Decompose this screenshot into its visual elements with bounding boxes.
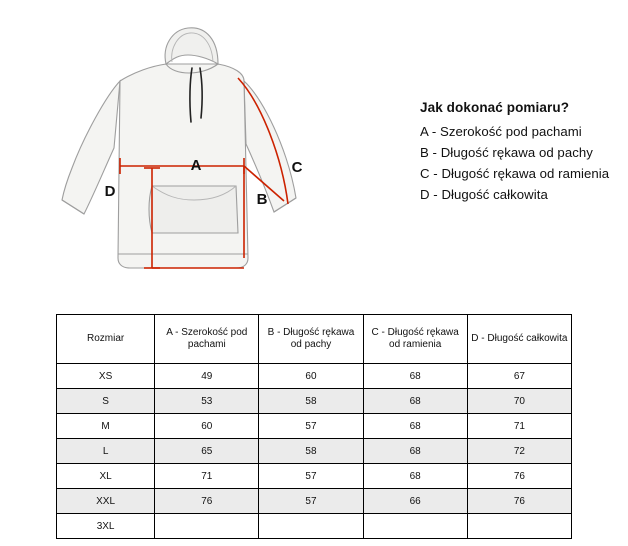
cell-a: 60	[155, 414, 259, 439]
cell-a: 71	[155, 464, 259, 489]
diagram-label-a: A	[190, 157, 202, 174]
cell-b: 57	[259, 464, 363, 489]
cell-size: 3XL	[57, 514, 155, 539]
cell-size: S	[57, 389, 155, 414]
guide-line-a: A - Szerokość pod pachami	[420, 124, 582, 139]
column-header-d: D - Długość całkowita	[467, 315, 571, 364]
cell-size: M	[57, 414, 155, 439]
guide-line-c: C - Długość rękawa od ramienia	[420, 166, 610, 181]
cell-a: 53	[155, 389, 259, 414]
table-row	[57, 364, 572, 389]
size-table	[56, 314, 572, 539]
cell-c: 68	[363, 389, 467, 414]
cell-c: 66	[363, 489, 467, 514]
cell-size: XXL	[57, 489, 155, 514]
guide-line-b: B - Długość rękawa od pachy	[420, 145, 593, 160]
table-header-row	[57, 315, 572, 364]
size-table-section	[56, 314, 572, 539]
cell-c: 68	[363, 439, 467, 464]
cell-c: 68	[363, 464, 467, 489]
table-row	[57, 464, 572, 489]
column-header-b: B - Długość rękawa od pachy	[259, 315, 363, 364]
cell-b: 58	[259, 439, 363, 464]
cell-d: 70	[467, 389, 571, 414]
cell-d: 67	[467, 364, 571, 389]
cell-a: 76	[155, 489, 259, 514]
cell-d: 76	[467, 489, 571, 514]
cell-size: XS	[57, 364, 155, 389]
column-header-size: Rozmiar	[57, 315, 155, 364]
diagram-label-d: D	[104, 183, 116, 200]
table-row	[57, 439, 572, 464]
cell-c: 68	[363, 364, 467, 389]
cell-size: XL	[57, 464, 155, 489]
cell-d: 76	[467, 464, 571, 489]
cell-b	[259, 514, 363, 539]
diagram-label-b: B	[256, 191, 268, 208]
cell-b: 57	[259, 489, 363, 514]
table-row	[57, 489, 572, 514]
cell-a: 65	[155, 439, 259, 464]
cell-a	[155, 514, 259, 539]
cell-d: 72	[467, 439, 571, 464]
guide-line-d: D - Długość całkowita	[420, 187, 548, 202]
cell-b: 58	[259, 389, 363, 414]
cell-size: L	[57, 439, 155, 464]
cell-a: 49	[155, 364, 259, 389]
table-row	[57, 389, 572, 414]
column-header-a: A - Szerokość pod pachami	[155, 315, 259, 364]
cell-d	[467, 514, 571, 539]
column-header-c: C - Długość rękawa od ramienia	[363, 315, 467, 364]
table-row	[57, 414, 572, 439]
table-row	[57, 514, 572, 539]
diagram-label-c: C	[291, 159, 303, 176]
cell-c: 68	[363, 414, 467, 439]
guide-title: Jak dokonać pomiaru?	[420, 100, 570, 115]
cell-c	[363, 514, 467, 539]
hoodie-diagram	[48, 18, 338, 280]
measurement-guide	[420, 100, 620, 208]
cell-b: 57	[259, 414, 363, 439]
cell-d: 71	[467, 414, 571, 439]
cell-b: 60	[259, 364, 363, 389]
